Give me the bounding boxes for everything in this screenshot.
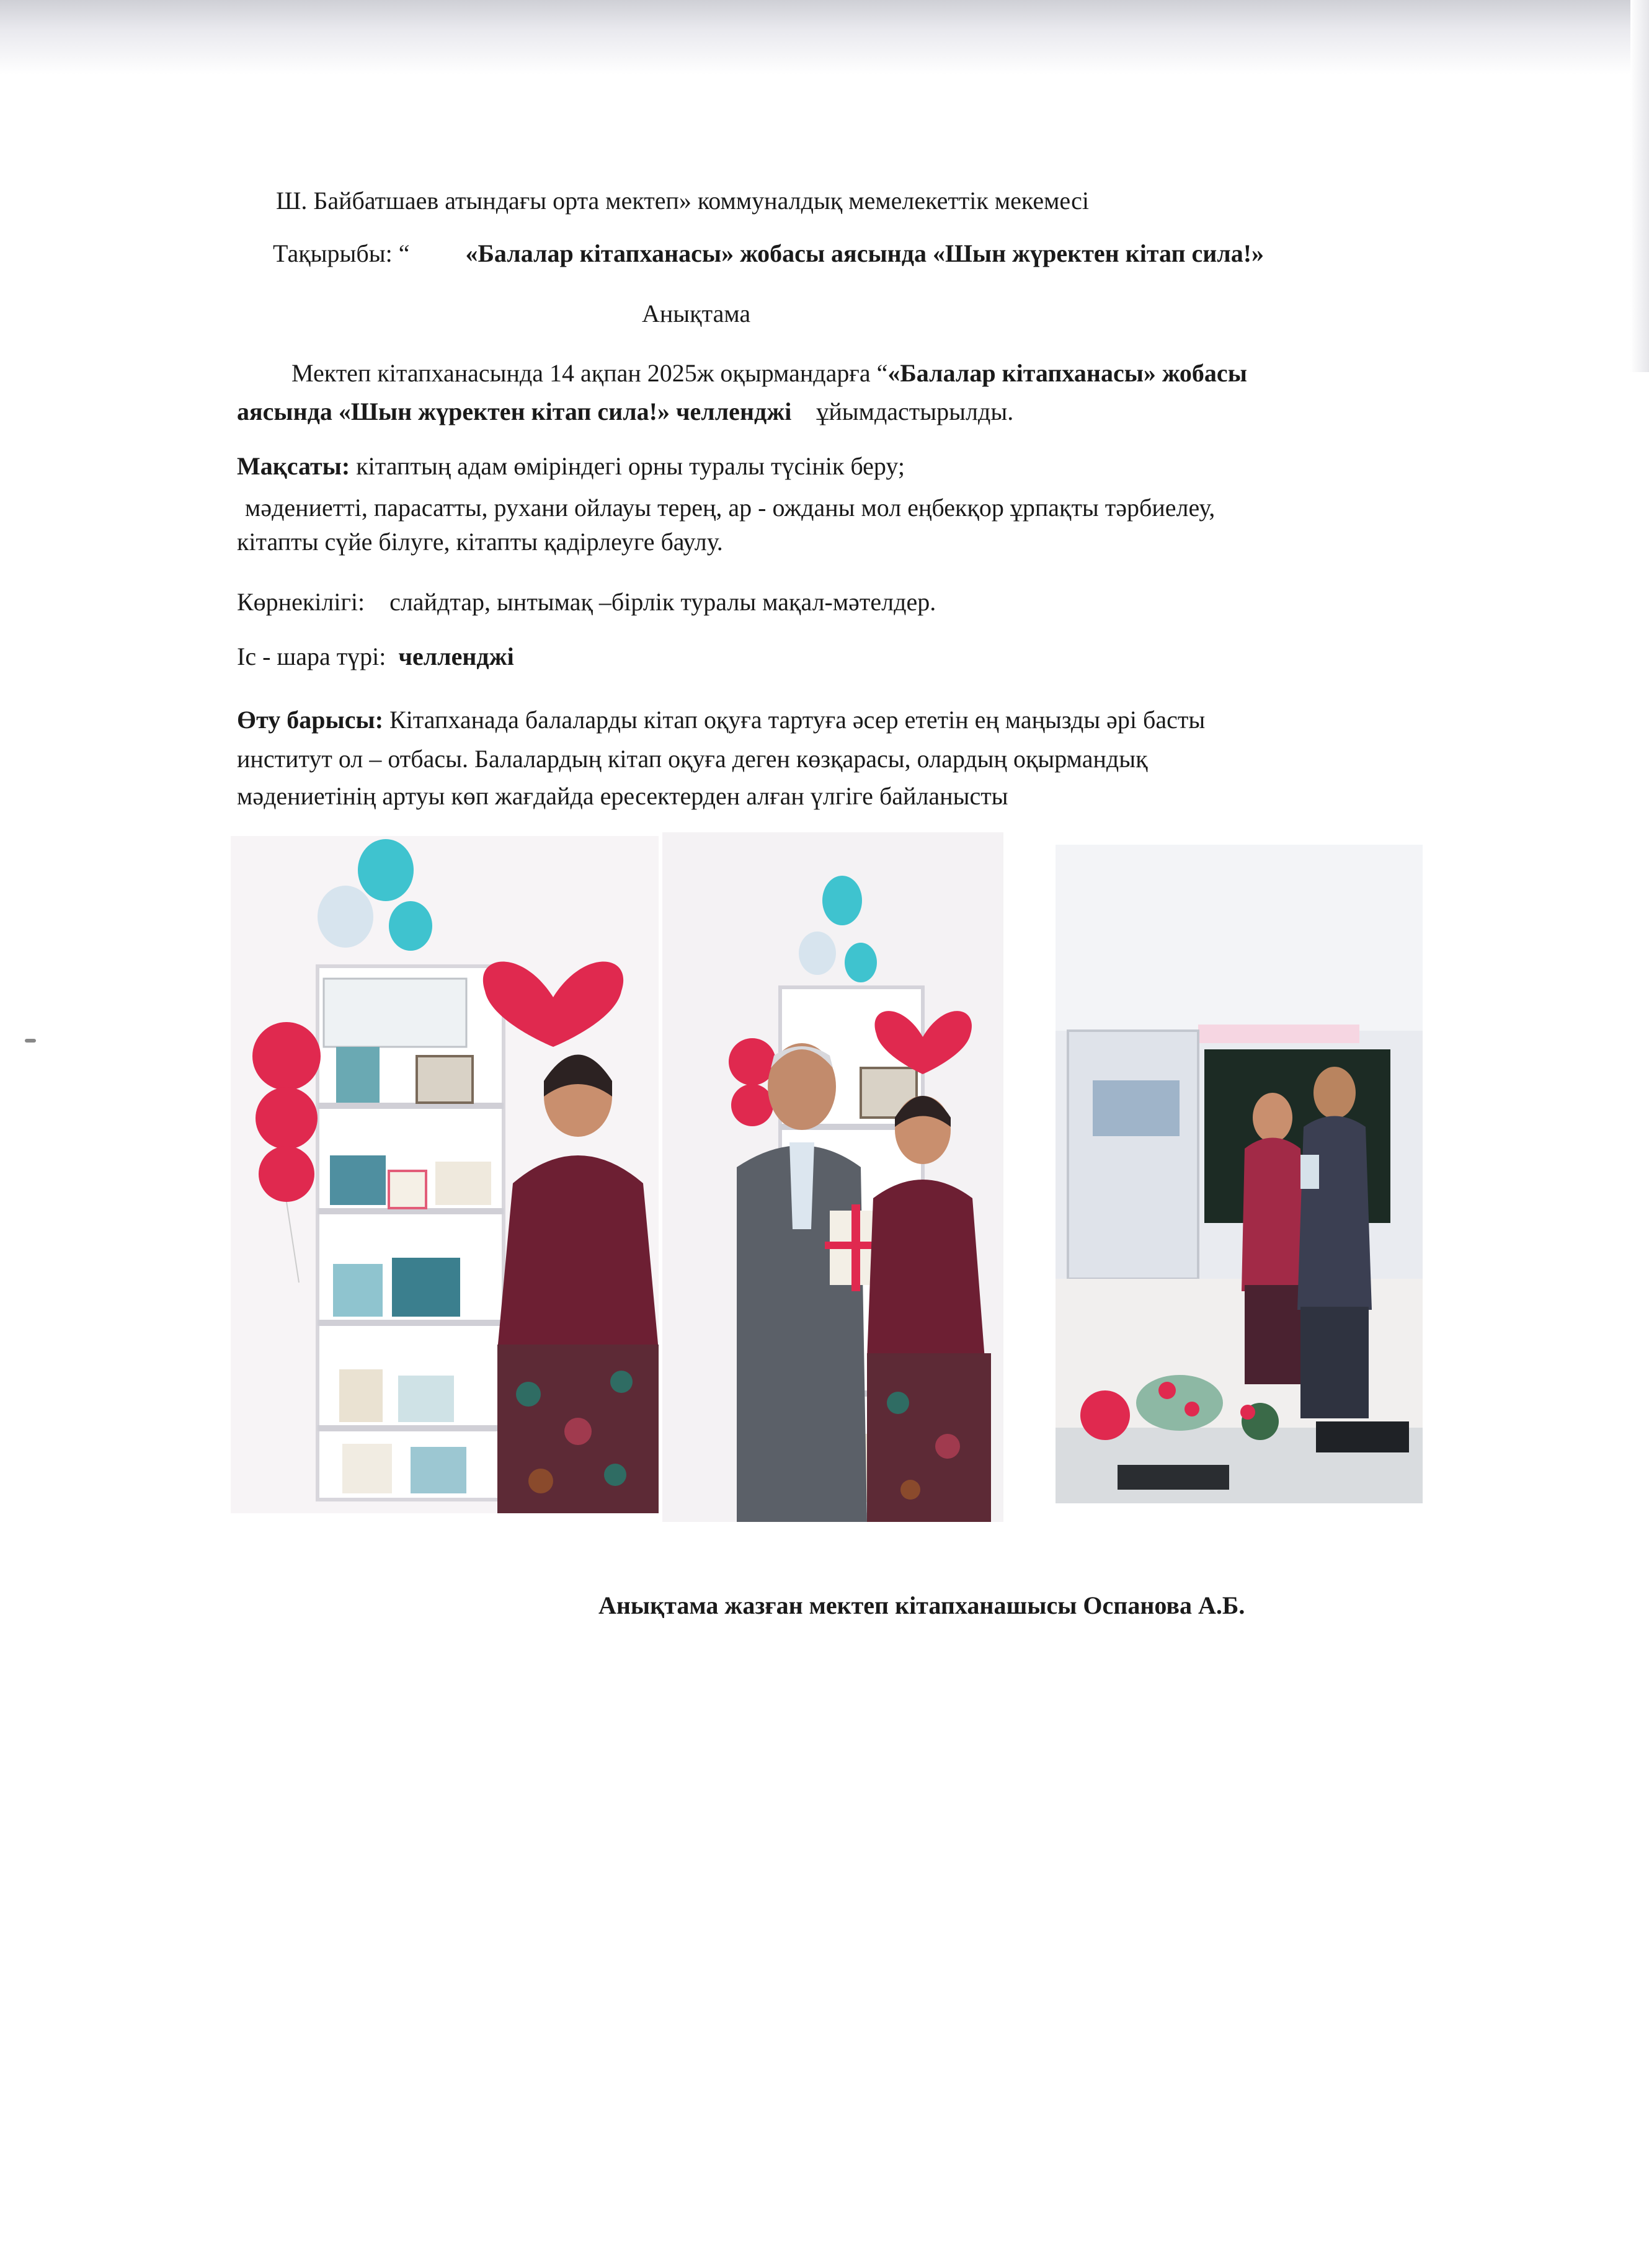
process-line-3: мәдениетінің артуы көп жағдайда ересектерден алған үлгіге байланысты bbox=[237, 782, 1008, 810]
scan-shadow-right bbox=[1630, 0, 1649, 372]
photo-librarian-bookshelf bbox=[231, 836, 659, 1513]
event-type-value: челленджі bbox=[398, 643, 514, 670]
event-type-label: Іс - шара түрі: bbox=[237, 643, 386, 670]
goal-line-1 bbox=[237, 445, 905, 487]
intro-organized: ұйымдастырылды. bbox=[816, 398, 1014, 425]
goal-line-3: кітапты сүйе білуге, кітапты қадірлеуге баулу. bbox=[237, 528, 723, 556]
document-type-heading: Анықтама bbox=[642, 300, 751, 327]
process-line-1 bbox=[237, 699, 1205, 741]
topic-title: «Балалар кітапханасы» жобасы аясында «Шын жүректен кітап сила!» bbox=[465, 239, 1265, 267]
topic-line bbox=[273, 233, 1264, 275]
topic-label: Тақырыбы: “ bbox=[273, 239, 410, 267]
visuals-line bbox=[237, 581, 936, 623]
intro-line-1 bbox=[291, 352, 1247, 394]
signature-line: Анықтама жазған мектеп кітапханашысы Оспанова А.Б. bbox=[598, 1591, 1245, 1619]
photo-classroom bbox=[1056, 845, 1423, 1503]
intro-text: Мектеп кітапханасында 14 ақпан 2025ж оқырмандарға “ bbox=[291, 359, 888, 387]
institution-line: Ш. Байбатшаев атындағы орта мектеп» коммуналдық мемелекеттік мекемесі bbox=[276, 187, 1090, 215]
intro-challenge-name: аясында «Шын жүректен кітап сила!» челленджі bbox=[237, 398, 792, 425]
scan-shadow-top bbox=[0, 0, 1649, 74]
visuals-label: Көрнекілігі: bbox=[237, 588, 365, 616]
intro-project-name: «Балалар кітапханасы» жобасы bbox=[887, 359, 1247, 387]
process-text-1: Кітапханада балаларды кітап оқуға тартуға әсер ететін ең маңызды әрі басты bbox=[389, 706, 1206, 734]
goal-text-1: кітаптың адам өміріндегі орны туралы түсінік беру; bbox=[356, 452, 905, 480]
photo-book-handover bbox=[662, 832, 1003, 1522]
process-label: Өту барысы: bbox=[237, 706, 384, 734]
goal-line-2: мәдениетті, парасатты, рухани ойлауы терең, ар - ожданы мол еңбекқор ұрпақты тәрбиелеу, bbox=[245, 494, 1216, 522]
scan-speck bbox=[25, 1039, 36, 1043]
goal-label: Мақсаты: bbox=[237, 452, 350, 480]
process-line-2: институт ол – отбасы. Балалардың кітап оқуға деген көзқарасы, олардың оқырмандық bbox=[237, 745, 1148, 773]
intro-line-2 bbox=[237, 391, 1013, 433]
visuals-text: слайдтар, ынтымақ –бірлік туралы мақал-мәтелдер. bbox=[389, 588, 936, 616]
event-type-line bbox=[237, 636, 514, 678]
